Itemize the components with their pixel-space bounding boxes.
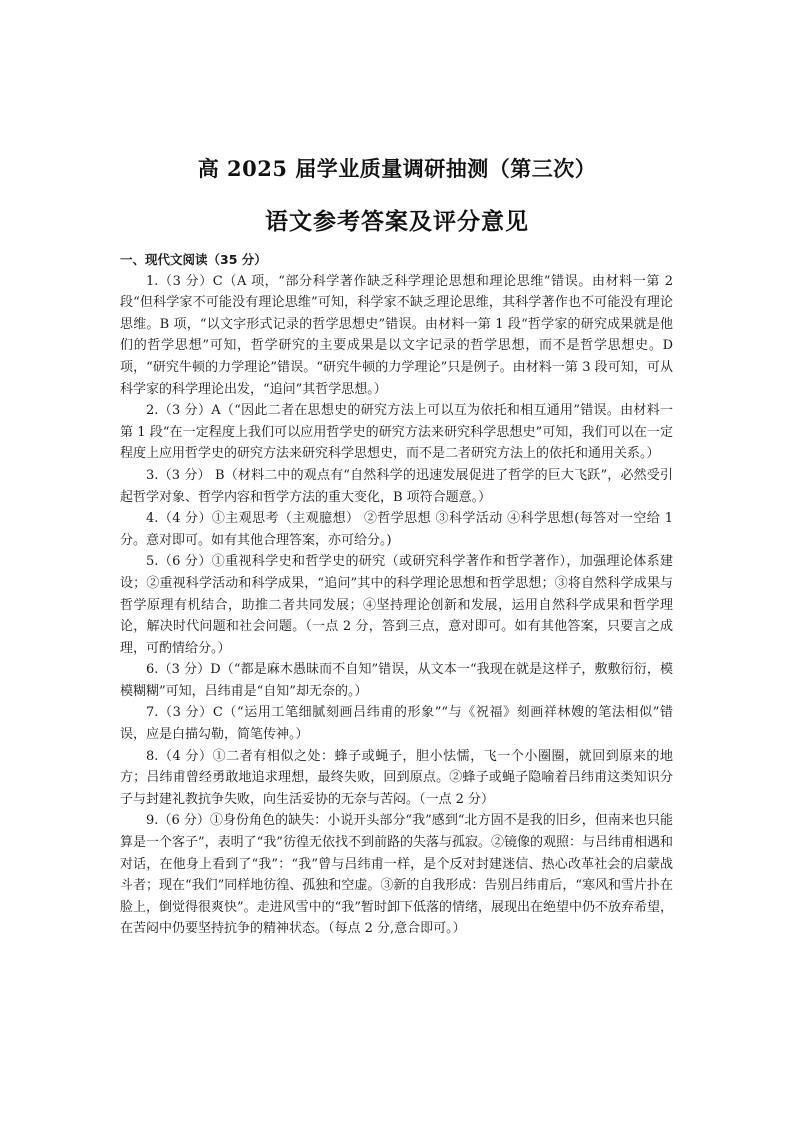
answer-item-9: 9.（6 分）①身份角色的缺失：小说开头部分“我”感到“北方固不是我的旧乡，但南来也只能算是一个客子”，表明了“我”彷徨无依找不到前路的失落与孤寂。②镜像的观照：与吕纬甫相遇和对话，在他身上看到了“我”：“我”曾与吕纬甫一样，是个反对封建迷信、热心改革社会的启蒙战斗者；现在“我们”同样地彷徨、孤独和空虚。③新的自我形成：告别吕纬甫后，“寒风和雪片扑在脸上，倒觉得很爽快”。走进风雪中的“我”暂时卸下低落的情绪，展现出在绝望中仍不放弃希望，在苦闷中仍要坚持抗争的精神状态。（每点 2 分,意合即可。） bbox=[120, 813, 673, 937]
answer-item-2: 2.（3 分）A（“因此二者在思想史的研究方法上可以互为依托和相互通用”错误。由材料一第 1 段“在一定程度上我们可以应用哲学史的研究方法来研究科学思想史”可知，我们可以在一定程度上应用哲学史的研究方法来研究科学思想史，而不是二者研究方法上的依托和通用关系。） bbox=[120, 403, 673, 462]
answer-item-3: 3.（3 分） B（材料二中的观点有“自然科学的迅速发展促进了哲学的巨大飞跃”，必然受引起哲学对象、哲学内容和哲学方法的重大变化，B 项符合题意。） bbox=[120, 467, 673, 505]
answer-item-8: 8.（4 分）①二者有相似之处：蜂子或蝇子，胆小怯懦，飞一个小圈圈，就回到原来的地方；吕纬甫曾经勇敢地追求理想，最终失败，回到原点。②蜂子或蝇子隐喻着吕纬甫这类知识分子与封建礼教抗争失败，向生活妥协的无奈与苦闷。（一点 2 分） bbox=[120, 748, 673, 807]
answer-item-1: 1.（3 分）C（A 项，“部分科学著作缺乏科学理论思想和理论思维”错误。由材料一第 2 段“但科学家不可能没有理论思维”可知，科学家不缺乏理论思维，其科学著作也不可能没有理论思维。B 项，“以文字形式记录的哲学思想史”错误。由材料一第 1 段“哲学家的研究成果就是他们的哲学思想”可知，哲学研究的主要成果是以文字记录的哲学思想，而不是哲学思想史。D 项，“研究牛顿的力学理论”错误。“研究牛顿的力学理论”只是例子。由材料一第 3 段可知，可从科学家的科学理论出发，“追问”其哲学思想。） bbox=[120, 273, 673, 397]
answer-item-4: 4.（4 分）①主观思考（主观臆想） ②哲学思想 ③科学活动 ④科学思想(每答对一空给 1 分。意对即可。如有其他合理答案，亦可给分。) bbox=[120, 511, 673, 548]
answer-item-5: 5.（6 分）①重视科学史和哲学史的研究（或研究科学著作和哲学著作），加强理论体系建设；②重视科学活动和科学成果，“追问”其中的科学理论思想和哲学思想；③将自然科学成果与哲学原理有机结合，助推二者共同发展；④坚持理论创新和发展，运用自然科学成果和哲学理论，解决时代问题和社会问题。（一点 2 分，答到三点，意对即可。如有其他答案，只要言之成理，可酌情给分。） bbox=[120, 554, 673, 656]
answer-body bbox=[120, 249, 673, 940]
document-title: 高 2025 届学业质量调研抽测（第三次） bbox=[197, 156, 597, 181]
document-subtitle: 语文参考答案及评分意见 bbox=[265, 208, 529, 235]
answer-item-7: 7.（3 分）C（“运用工笔细腻刻画吕纬甫的形象”“与《祝福》刻画祥林嫂的笔法相似”错误，应是白描勾勒，简笔传神。） bbox=[120, 705, 673, 743]
section-heading: 一、现代文阅读（35 分） bbox=[120, 252, 267, 267]
answer-item-6: 6.（3 分）D（“都是麻木愚昧而不自知”错误，从文本一“我现在就是这样子，敷敷衍衍，模模糊糊”可知，吕纬甫是“自知”却无奈的。） bbox=[120, 662, 673, 699]
